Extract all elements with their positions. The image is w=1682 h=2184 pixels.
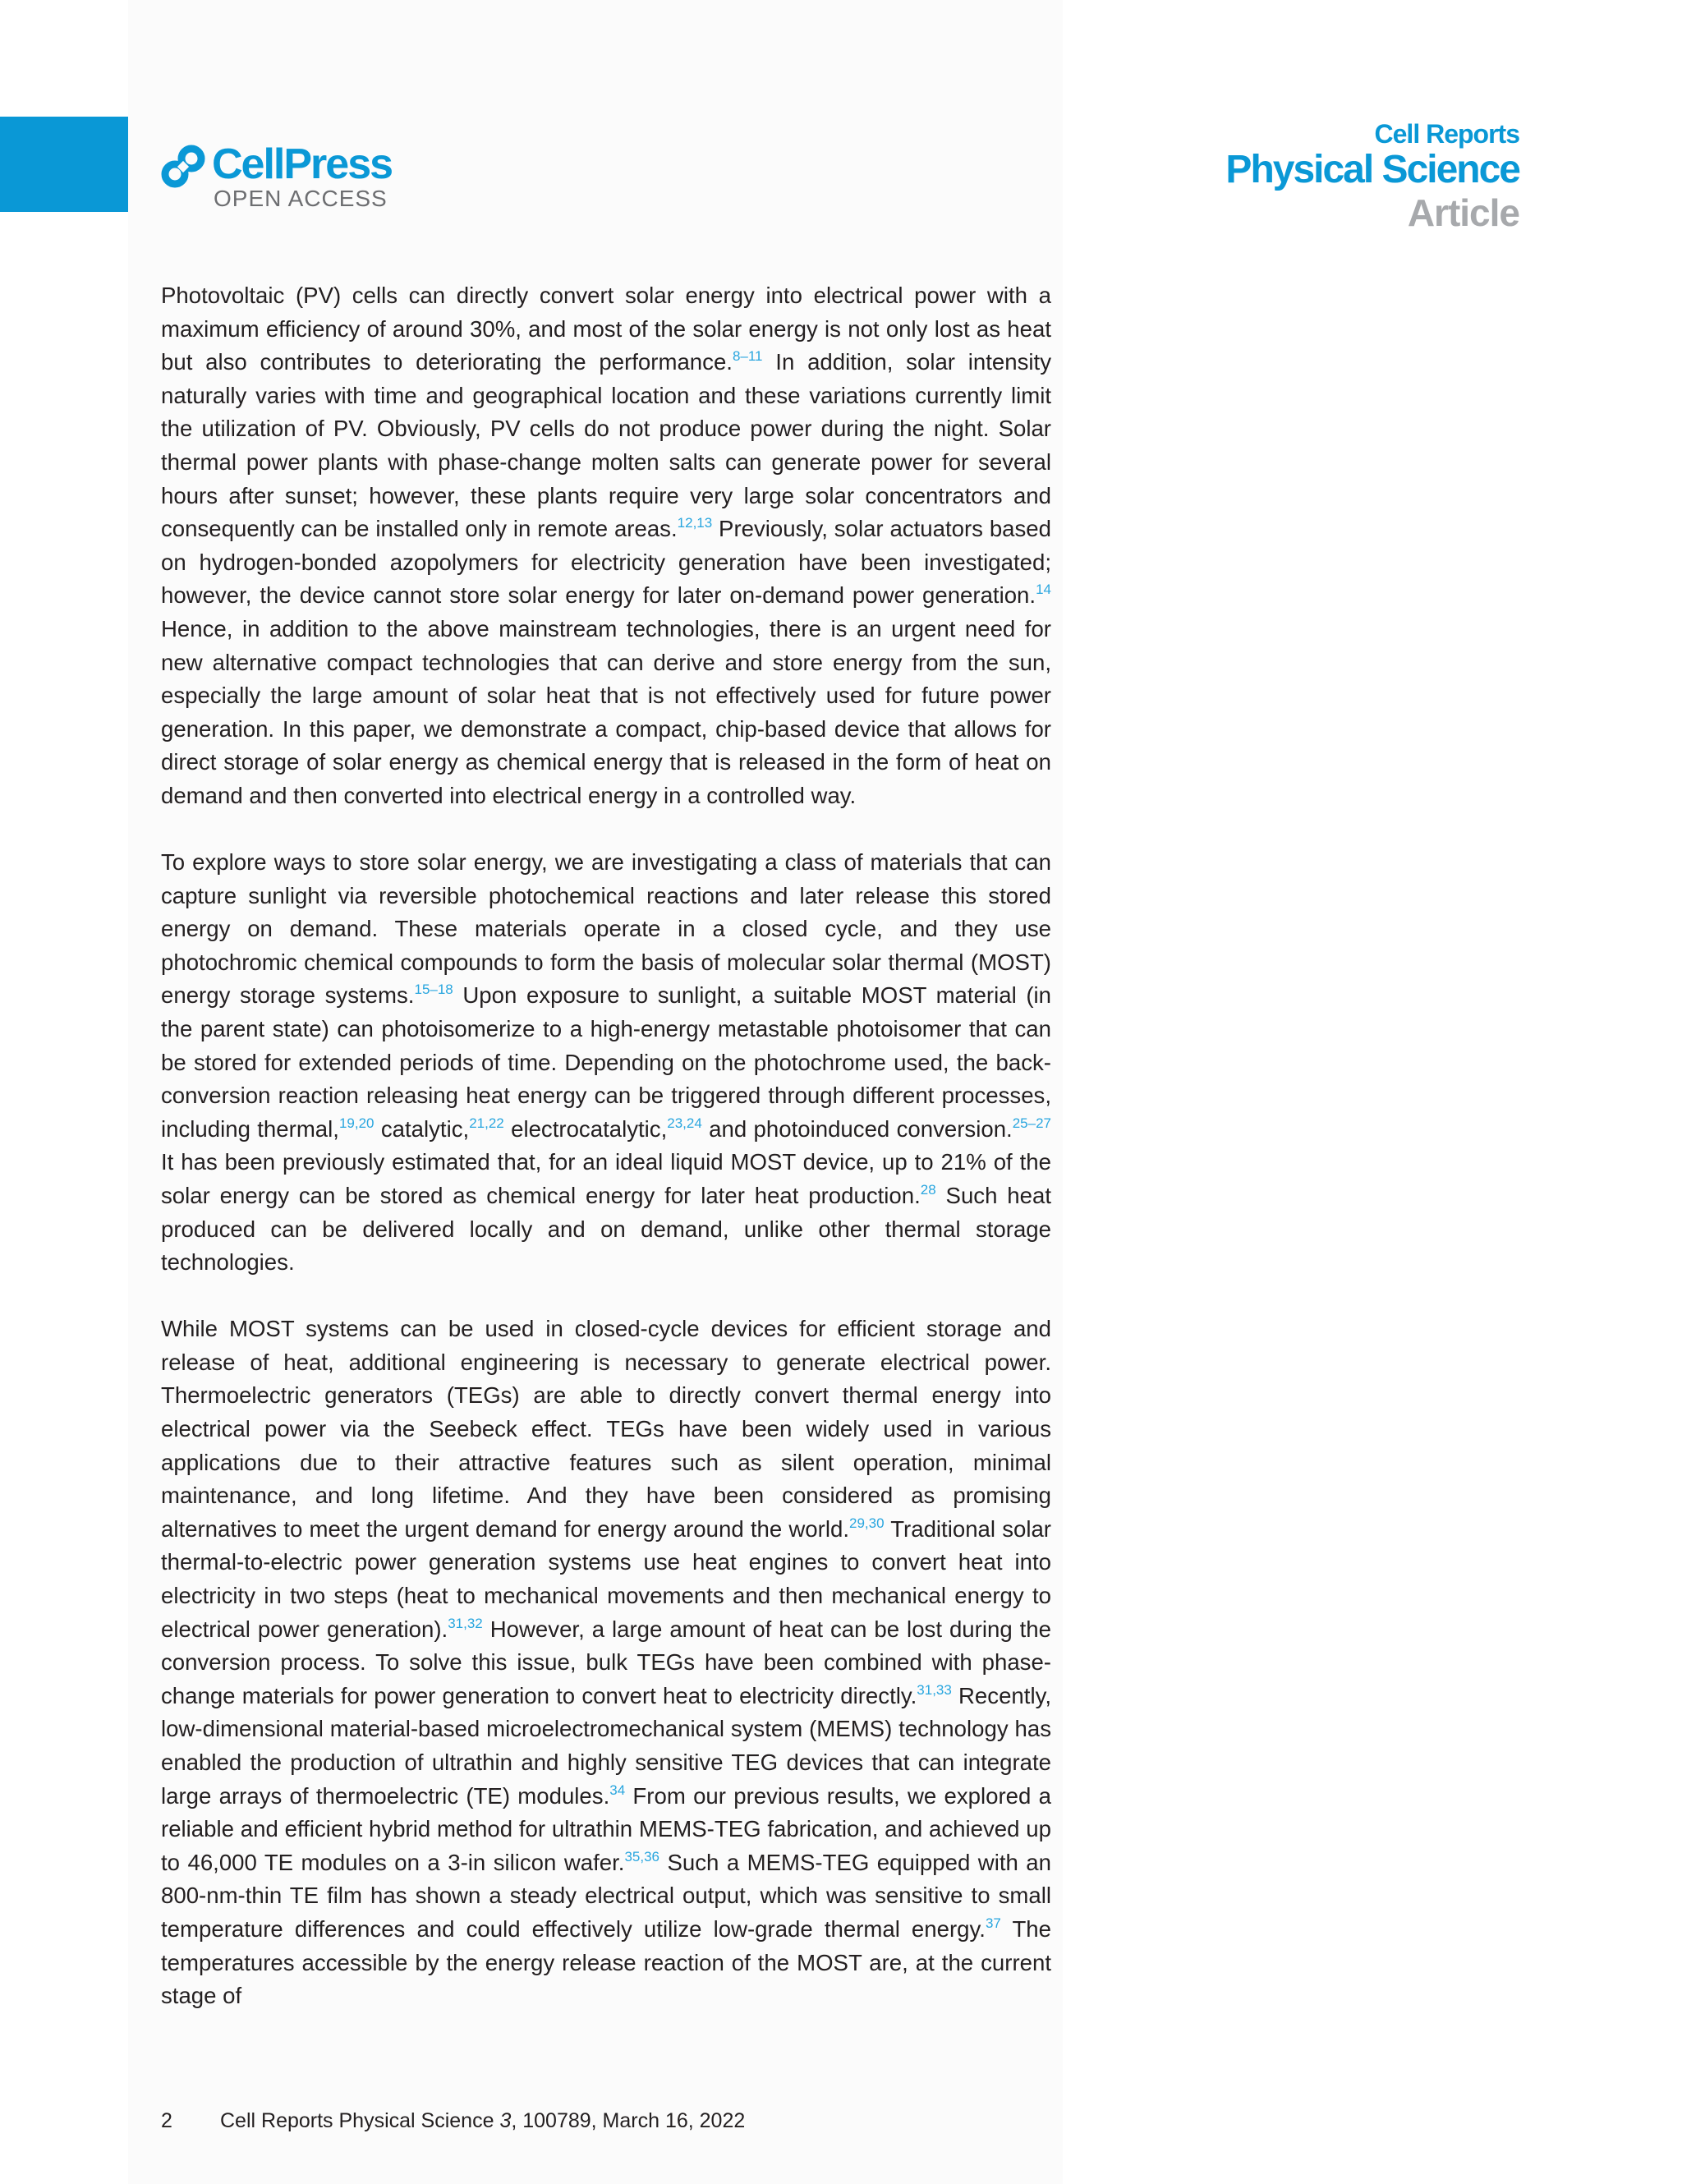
paragraph-text: It has been previously estimated that, for an ideal liquid MOST device, up to 21% of the solar energy can be stored as chemical energy for later heat production. [161,1149,1051,1208]
paragraph-text: However, a large amount of heat can be lost during the conversion process. To solve this issue, bulk TEGs have been combined with phase-change materials for power generation to convert heat to electricity directly. [161,1616,1051,1708]
footer-journal: Cell Reports Physical Science [220,2109,494,2132]
journal-title-line1: Cell Reports [1374,119,1519,149]
paragraph-text: To explore ways to store solar energy, we are investigating a class of materials that can capture sunlight via reversible photochemical reactions and later release this stored energy on demand. These materials operate in a closed cycle, and they use photochromic chemical compounds to form the basis of molecular solar thermal (MOST) energy storage systems. [161,849,1051,1009]
cellpress-logo[interactable] [161,141,407,215]
paragraph [161,1313,1051,2012]
reference-link[interactable]: 25–27 [1012,1115,1051,1131]
publisher-name: CellPress [212,140,393,188]
paragraph-text: In addition, solar intensity naturally varies with time and geographical location and these variations currently limit the utilization of PV. Obviously, PV cells do not produce power during the night. Solar thermal power plants with phase-change molten salts can generate power for several hours after sunset; however, these plants require very large solar concentrators and consequently can be installed only in remote areas. [161,349,1051,542]
paragraph-text: catalytic, [374,1115,470,1142]
paragraph [161,279,1051,813]
paragraph-text: Upon exposure to sunlight, a suitable MOST material (in the parent state) can photoisomerize to a high-energy metastable photoisomer that can be stored for extended periods of time. Depending on the photochrome used, the back-conversion reaction releasing heat energy can be triggered through different processes, including thermal, [161,982,1051,1142]
accent-bar [0,117,128,212]
reference-link[interactable]: 34 [609,1782,626,1798]
reference-link[interactable]: 14 [1036,582,1051,598]
reference-link[interactable]: 35,36 [624,1848,660,1864]
reference-link[interactable]: 31,33 [917,1681,952,1698]
article-body [161,279,1051,2046]
reference-link[interactable]: 12,13 [677,515,713,531]
cellpress-logo-icon [161,145,205,189]
paragraph-text: Traditional solar thermal-to-electric power generation systems use heat engines to convert heat into electricity in two steps (heat to mechanical movements and then mechanical energy to electrical power generation). [161,1515,1051,1642]
page-footer [161,2109,745,2133]
reference-link[interactable]: 31,32 [448,1615,483,1631]
reference-link[interactable]: 15–18 [414,982,453,998]
paragraph [161,846,1051,1280]
reference-link[interactable]: 19,20 [338,1115,375,1131]
paragraph-text: Hence, in addition to the above mainstream technologies, there is an urgent need for new alternative compact technologies that can derive and store energy from the sun, especially the large amount of solar heat that is not effectively used for future power generation. In this paper, we demonstrate a compact, chip-based device that allows for direct storage of solar energy as chemical energy that is released in the form of heat on demand and then converted into electrical energy in a controlled way. [161,615,1051,808]
paragraph-text: Photovoltaic (PV) cells can directly convert solar energy into electrical power with a maximum efficiency of around 30%, and most of the solar energy is not only lost as heat but also contributes to deteriorating the performance. [161,283,1051,375]
reference-link[interactable]: 8–11 [732,348,763,365]
reference-link[interactable]: 37 [985,1915,1001,1931]
reference-link[interactable]: 29,30 [848,1515,885,1531]
paragraph-text: While MOST systems can be used in closed-cycle devices for efficient storage and release of heat, additional engineering is necessary to generate electrical power. Thermoelectric generators (TEGs) are able to directly convert thermal energy into electrical power via the Seebeck effect. TEGs have been widely used in various applications due to their attractive features such as silent operation, minimal maintenance, and long lifetime. And they have been considered as promising alternatives to meet the urgent demand for energy around the world. [161,1316,1051,1542]
footer-volume: 3 [499,2109,512,2132]
paragraph-text: Previously, solar actuators based on hydrogen-bonded azopolymers for electricity generation have been investigated; however, the device cannot store solar energy for later on-demand power generation. [161,516,1051,609]
footer-citation: , 100789, March 16, 2022 [511,2109,746,2132]
paragraph-text: Such a MEMS-TEG equipped with an 800-nm-thin TE film has shown a steady electrical output, which was sensitive to small temperature differences and could effectively utilize low-grade thermal energy. [161,1849,1051,1942]
reference-link[interactable]: 21,22 [469,1115,504,1131]
paragraph-text: Recently, low-dimensional material-based microelectromechanical system (MEMS) technology has enabled the production of ultrathin and highly sensitive TEG devices that can integrate large arrays of thermoelectric (TE) modules. [161,1682,1051,1809]
reference-link[interactable]: 28 [920,1181,936,1198]
paragraph-text: electrocatalytic, [503,1115,668,1142]
paragraph-text: Such heat produced can be delivered locally and on demand, unlike other thermal storage technologies. [161,1182,1051,1276]
journal-title-block [1225,119,1519,234]
paragraph-text: The temperatures accessible by the energy release reaction of the MOST are, at the current stage of [161,1915,1052,2009]
article-type: Article [1407,191,1519,234]
journal-title-line2: Physical Science [1225,148,1519,191]
page-number: 2 [161,2109,172,2132]
paragraph-text: and photoinduced conversion. [701,1115,1013,1142]
paragraph-text: From our previous results, we explored a reliable and efficient hybrid method for ultrathin MEMS-TEG fabrication, and achieved up to 46,000 TE modules on a 3-in silicon wafer. [161,1782,1051,1875]
reference-link[interactable]: 23,24 [667,1115,702,1131]
left-margin [0,0,128,2184]
open-access-label: OPEN ACCESS [214,186,388,211]
